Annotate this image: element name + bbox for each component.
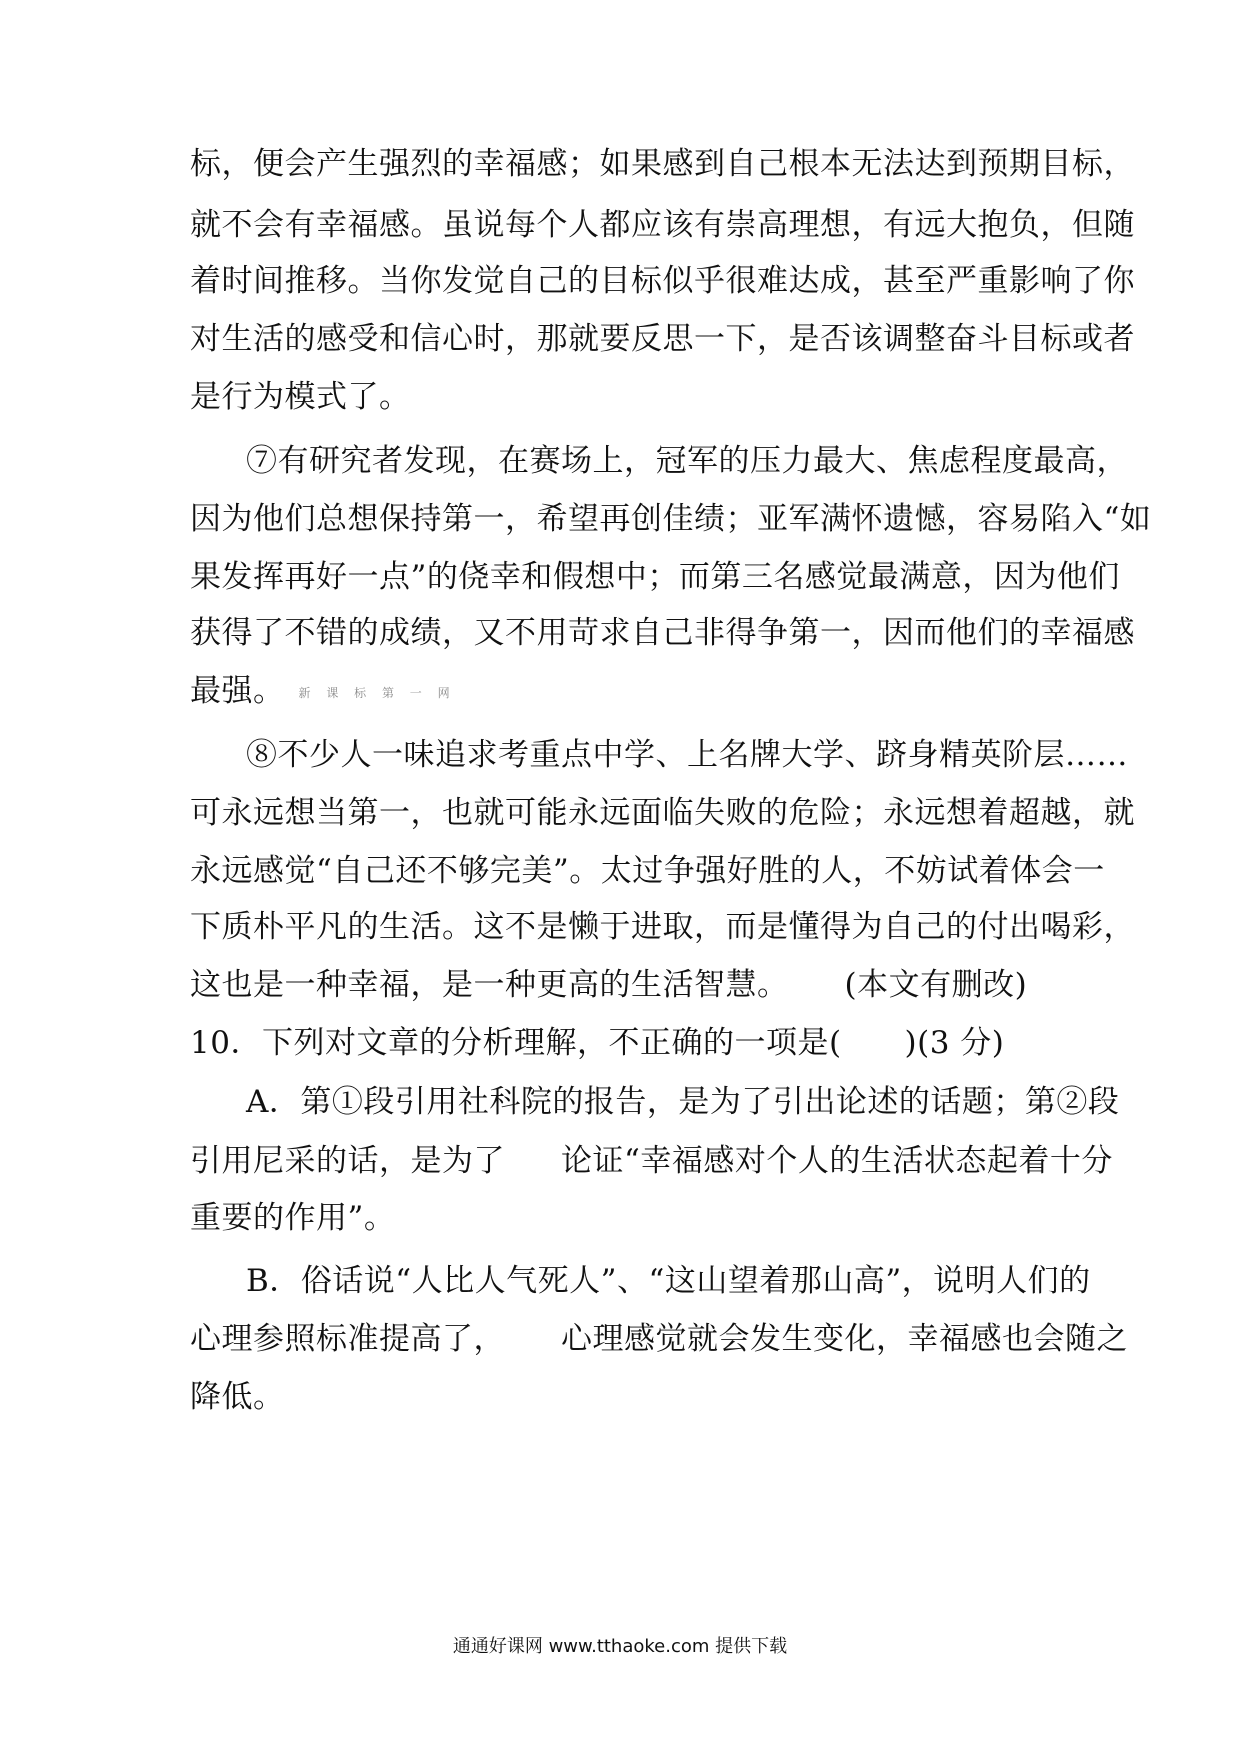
paragraph-8-line-5 <box>190 960 1060 1010</box>
option-a-line-2-part-2: 论证“幸福感对个人的生活状态起着十分 <box>561 1143 1113 1179</box>
paragraph-6-line-1: 标，便会产生强烈的幸福感；如果感到自己根本无法达到预期目标， <box>190 146 1135 182</box>
paragraph-6-line-5: 是行为模式了。 <box>190 379 411 415</box>
paragraph-7-line-5 <box>190 666 1060 716</box>
paragraph-6-line-2: 就不会有幸福感。虽说每个人都应该有崇高理想，有远大抱负，但随 <box>190 207 1135 243</box>
paragraph-7-line-5-text: 最强。 <box>190 673 285 709</box>
option-b-line-2-part-2: 心理感觉就会发生变化，幸福感也会随之 <box>561 1321 1128 1357</box>
paragraph-6-line-4: 对生活的感受和信心时，那就要反思一下，是否该调整奋斗目标或者 <box>190 321 1135 357</box>
watermark-text: 新 课 标 第 一 网 <box>298 685 456 700</box>
option-b-line-3: 降低。 <box>190 1379 285 1415</box>
option-a-line-3: 重要的作用”。 <box>190 1200 396 1236</box>
option-a-line-1: A．第①段引用社科院的报告，是为了引出论述的话题；第②段 <box>246 1084 1120 1120</box>
question-stem: 10．下列对文章的分析理解，不正确的一项是( )(3 分) <box>190 1025 1005 1061</box>
paragraph-7-line-2: 因为他们总想保持第一，希望再创佳绩；亚军满怀遗憾，容易陷入“如 <box>190 501 1152 537</box>
paragraph-6-line-3: 着时间推移。当你发觉自己的目标似乎很难达成，甚至严重影响了你 <box>190 263 1135 299</box>
option-b-line-2-part-1: 心理参照标准提高了， <box>190 1321 505 1357</box>
option-b-line-1: B．俗话说“人比人气死人”、“这山望着那山高”，说明人们的 <box>246 1263 1091 1299</box>
paragraph-8-line-4: 下质朴平凡的生活。这不是懒于进取，而是懂得为自己的付出喝彩， <box>190 909 1135 945</box>
paragraph-7-line-3: 果发挥再好一点”的侥幸和假想中；而第三名感觉最满意，因为他们 <box>190 559 1120 595</box>
source-note: (本文有删改) <box>844 967 1028 1003</box>
paragraph-8-line-2: 可永远想当第一，也就可能永远面临失败的危险；永远想着超越，就 <box>190 795 1135 831</box>
paragraph-8-line-3: 永远感觉“自己还不够完美”。太过争强好胜的人，不妨试着体会一 <box>190 853 1105 889</box>
paragraph-8-line-5-text: 这也是一种幸福，是一种更高的生活智慧。 <box>190 967 789 1003</box>
option-b-line-2 <box>190 1314 1128 1364</box>
paragraph-7-line-4: 获得了不错的成绩，又不用苛求自己非得争第一，因而他们的幸福感 <box>190 615 1135 651</box>
paragraph-8-line-1: ⑧不少人一味追求考重点中学、上名牌大学、跻身精英阶层…… <box>246 737 1128 773</box>
option-a-line-2 <box>190 1136 1113 1186</box>
paragraph-7-line-1: ⑦有研究者发现，在赛场上，冠军的压力最大、焦虑程度最高， <box>246 443 1128 479</box>
option-a-line-2-part-1: 引用尼采的话，是为了 <box>190 1143 505 1179</box>
page-footer: 通通好课网 www.tthaoke.com 提供下载 <box>452 1636 788 1657</box>
